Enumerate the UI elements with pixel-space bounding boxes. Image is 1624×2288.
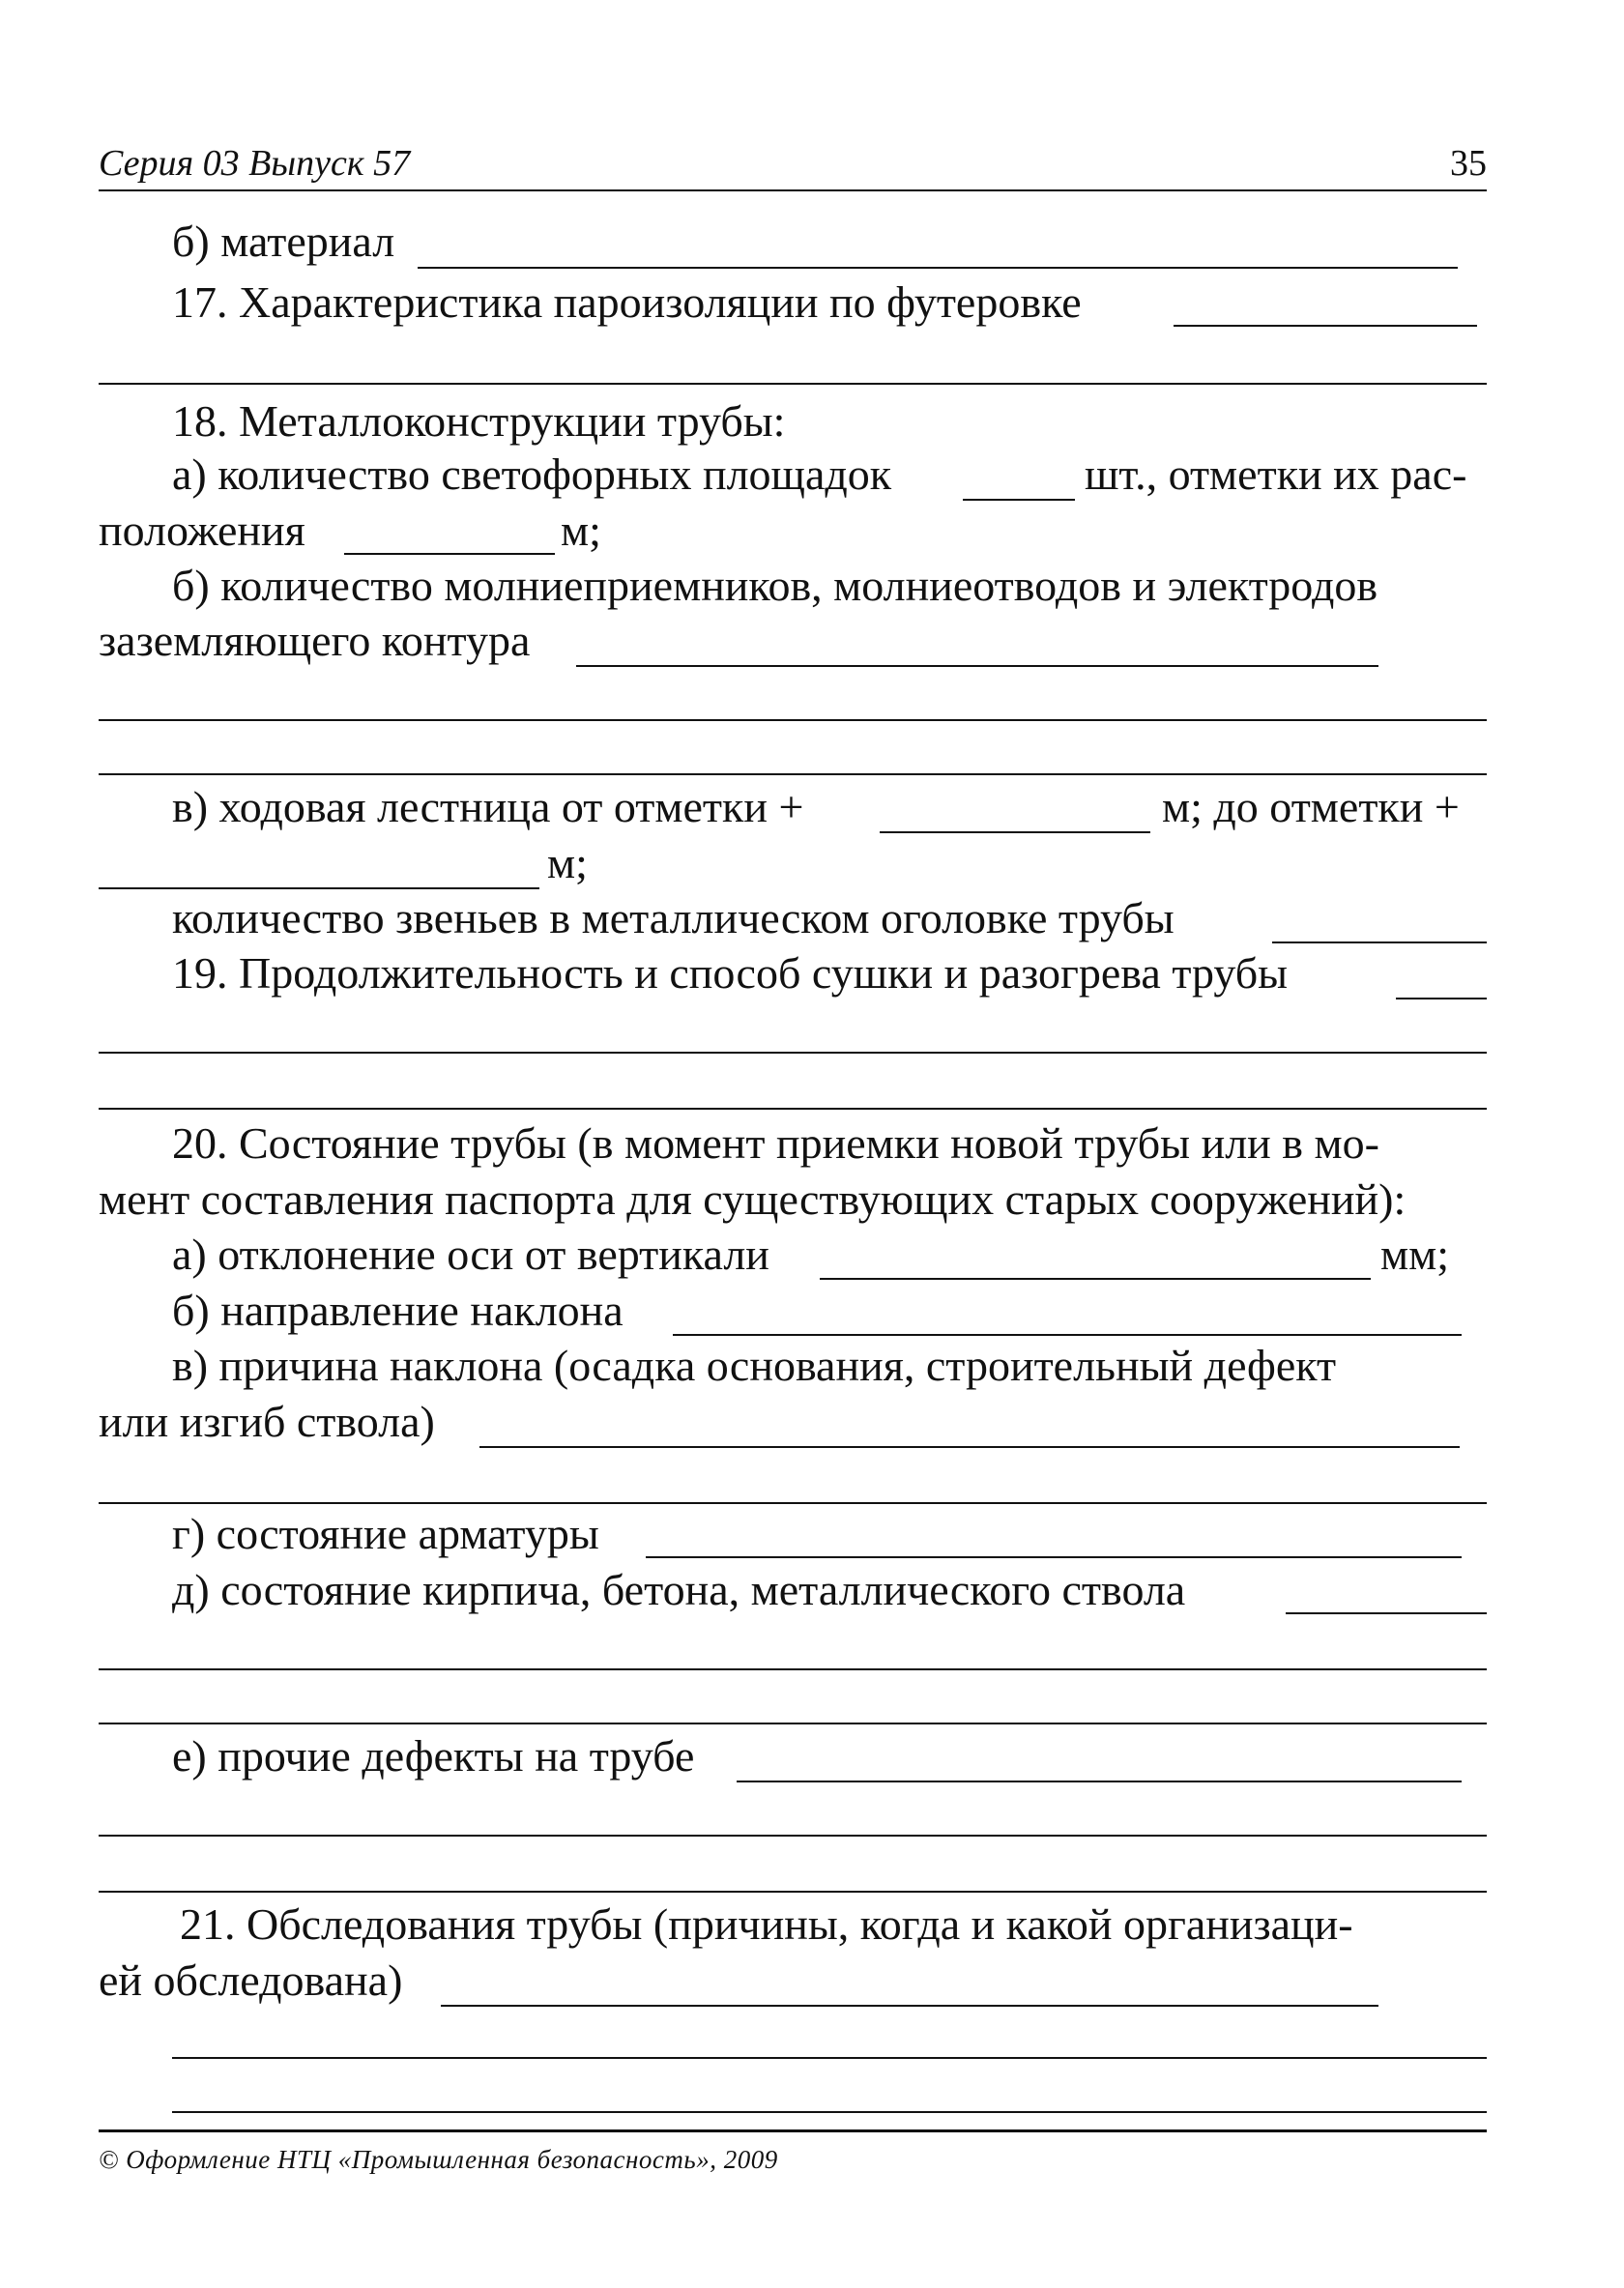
blank-line[interactable]	[99, 383, 1487, 385]
blank-tilt-cause[interactable]	[479, 1446, 1460, 1448]
blank-line[interactable]	[99, 1835, 1487, 1837]
item-20e-label: д) состояние кирпича, бетона, металлического ствола	[172, 1565, 1186, 1614]
page-number: 35	[1450, 143, 1487, 184]
blank-tilt-direction[interactable]	[673, 1334, 1462, 1336]
item-20d-label: г) состояние арматуры	[172, 1509, 599, 1558]
footer-rule	[99, 2129, 1487, 2132]
blank-line[interactable]	[99, 1668, 1487, 1670]
item-18-head-links-label: количество звеньев в металлическом оголовке трубы	[172, 893, 1174, 942]
blank-lightning-count[interactable]	[576, 665, 1378, 667]
blank-axis-deviation[interactable]	[820, 1278, 1371, 1280]
item-19-drying: 19. Продолжительность и способ сушки и разогрева трубы	[172, 948, 1289, 998]
blank-vapor-barrier[interactable]	[1174, 325, 1477, 327]
blank-line[interactable]	[99, 1108, 1487, 1110]
blank-ladder-from[interactable]	[880, 831, 1150, 833]
footer-copyright: © Оформление НТЦ «Промышленная безопасность», 2009	[99, 2145, 778, 2174]
item-16b-material: б) материал	[172, 217, 395, 266]
item-17-vapor-barrier: 17. Характеристика пароизоляции по футеровке	[172, 277, 1082, 327]
item-18b-label-cont: заземляющего контура	[99, 616, 531, 665]
item-20c-label: в) причина наклона (осадка основания, строительный дефект	[172, 1341, 1337, 1390]
blank-line[interactable]	[99, 1723, 1487, 1724]
item-18c-ladder-label-cont: м; до отметки +	[1162, 782, 1460, 831]
item-20-condition: 20. Состояние трубы (в момент приемки новой трубы или в мо-	[172, 1118, 1379, 1168]
item-20b-label: б) направление наклона	[172, 1286, 624, 1335]
blank-shaft-condition[interactable]	[1286, 1612, 1487, 1614]
item-18a-label: а) количество светофорных площадок	[172, 449, 892, 499]
item-18c-ladder-label: в) ходовая лестница от отметки +	[172, 782, 804, 831]
blank-line[interactable]	[172, 2111, 1487, 2113]
blank-platform-count[interactable]	[963, 499, 1075, 501]
blank-line[interactable]	[99, 1052, 1487, 1054]
item-18b-label: б) количество молниеприемников, молниеотводов и электродов	[172, 561, 1378, 610]
blank-ladder-to[interactable]	[99, 887, 539, 889]
item-21-inspections-cont: ей обследована)	[99, 1955, 403, 2005]
item-20a-label: а) отклонение оси от вертикали	[172, 1230, 769, 1279]
blank-head-links[interactable]	[1272, 941, 1487, 943]
item-18a-label-cont: шт., отметки их рас-	[1085, 449, 1467, 499]
blank-platform-elevations[interactable]	[344, 553, 555, 555]
item-20c-label-cont: или изгиб ствола)	[99, 1397, 435, 1446]
blank-other-defects[interactable]	[737, 1781, 1462, 1782]
item-21-inspections: 21. Обследования трубы (причины, когда и какой организаци-	[180, 1899, 1353, 1949]
blank-line[interactable]	[99, 719, 1487, 721]
blank-reinforcement[interactable]	[646, 1556, 1462, 1558]
item-18-metal-structures: 18. Металлоконструкции трубы:	[172, 396, 786, 446]
blank-material[interactable]	[418, 267, 1458, 269]
blank-drying[interactable]	[1396, 998, 1487, 999]
series-header: Серия 03 Выпуск 57	[99, 143, 411, 184]
item-18a-location-label: положения	[99, 506, 305, 555]
item-20-condition-cont: мент составления паспорта для существующих старых сооружений):	[99, 1174, 1406, 1224]
unit-m: м;	[547, 838, 588, 887]
header-rule	[99, 189, 1487, 191]
blank-line[interactable]	[99, 1502, 1487, 1504]
blank-line[interactable]	[172, 2057, 1487, 2059]
blank-inspections[interactable]	[441, 2005, 1378, 2007]
unit-m: м;	[561, 506, 601, 555]
item-20f-label: е) прочие дефекты на трубе	[172, 1731, 695, 1781]
blank-line[interactable]	[99, 773, 1487, 775]
unit-mm: мм;	[1380, 1230, 1449, 1279]
blank-line[interactable]	[99, 1891, 1487, 1893]
